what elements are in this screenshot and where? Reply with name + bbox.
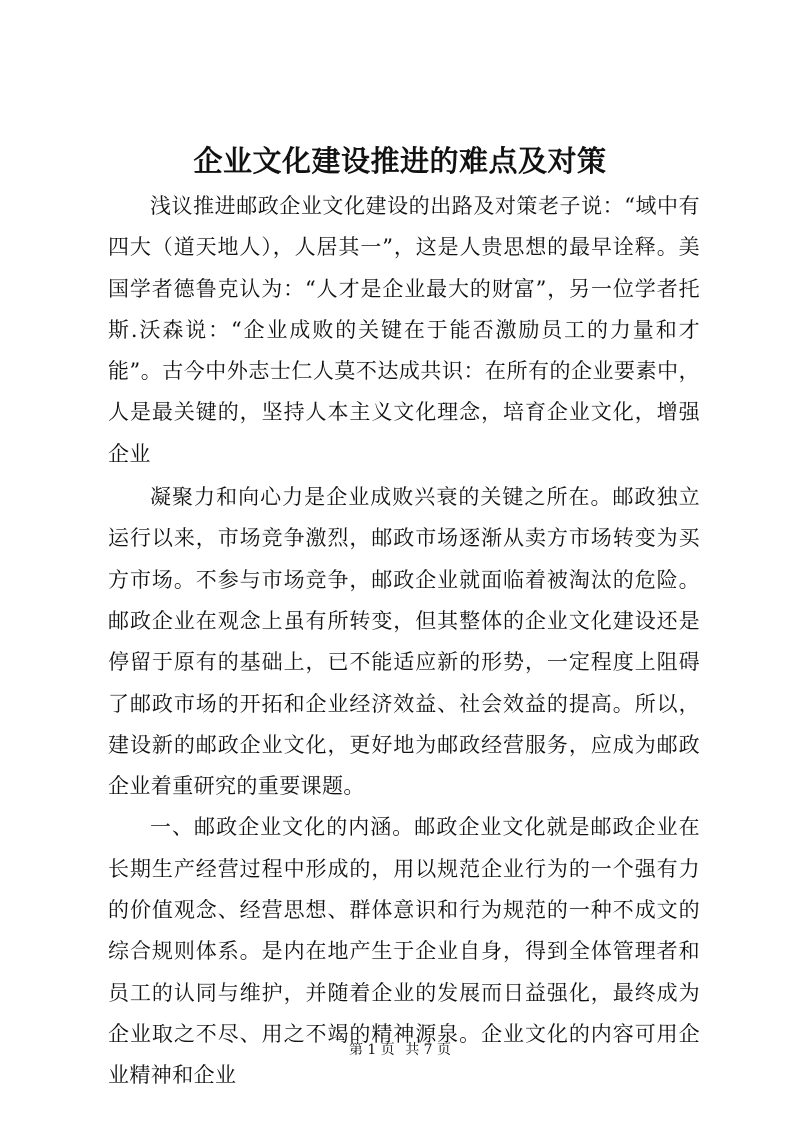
paragraph-1: 浅议推进邮政企业文化建设的出路及对策老子说：“域中有四大（道天地人），人居其一”，这是人贵思想的最早诠释。美国学者德鲁克认为：“人才是企业最大的财富”，另一位学者托斯.沃森说：“企业成败的关键在于能否激励员工的力量和才能”。古今中外志士仁人莫不达成共识：在所有的企业要素中，人是最关键的，坚持人本主义文化理念，培育企业文化，增强企业	[108, 194, 700, 466]
document-body	[108, 186, 700, 1097]
page-footer	[0, 1040, 800, 1060]
paragraph-3: 一、邮政企业文化的内涵。邮政企业文化就是邮政企业在长期生产经营过程中形成的，用以规范企业行为的一个强有力的价值观念、经营思想、群体意识和行为规范的一种不成文的综合规则体系。是内在地产生于企业自身，得到全体管理者和员工的认同与维护，并随着企业的发展而日益强化，最终成为企业取之不尽、用之不竭的精神源泉。企业文化的内容可用企业精神和企业	[108, 815, 700, 1088]
document-title: 企业文化建设推进的难点及对策	[193, 144, 607, 178]
page-number: 第 1 页	[348, 1042, 395, 1058]
page-total: 共 7 页	[405, 1042, 452, 1058]
paragraph-2: 凝聚力和向心力是企业成败兴衰的关键之所在。邮政独立运行以来，市场竞争激烈，邮政市场逐渐从卖方市场转变为买方市场。不参与市场竞争，邮政企业就面临着被淘汰的危险。邮政企业在观念上虽有所转变，但其整体的企业文化建设还是停留于原有的基础上，已不能适应新的形势，一定程度上阻碍了邮政市场的开拓和企业经济效益、社会效益的提高。所以，建设新的邮政企业文化，更好地为邮政经营服务，应成为邮政企业着重研究的重要课题。	[108, 485, 700, 799]
